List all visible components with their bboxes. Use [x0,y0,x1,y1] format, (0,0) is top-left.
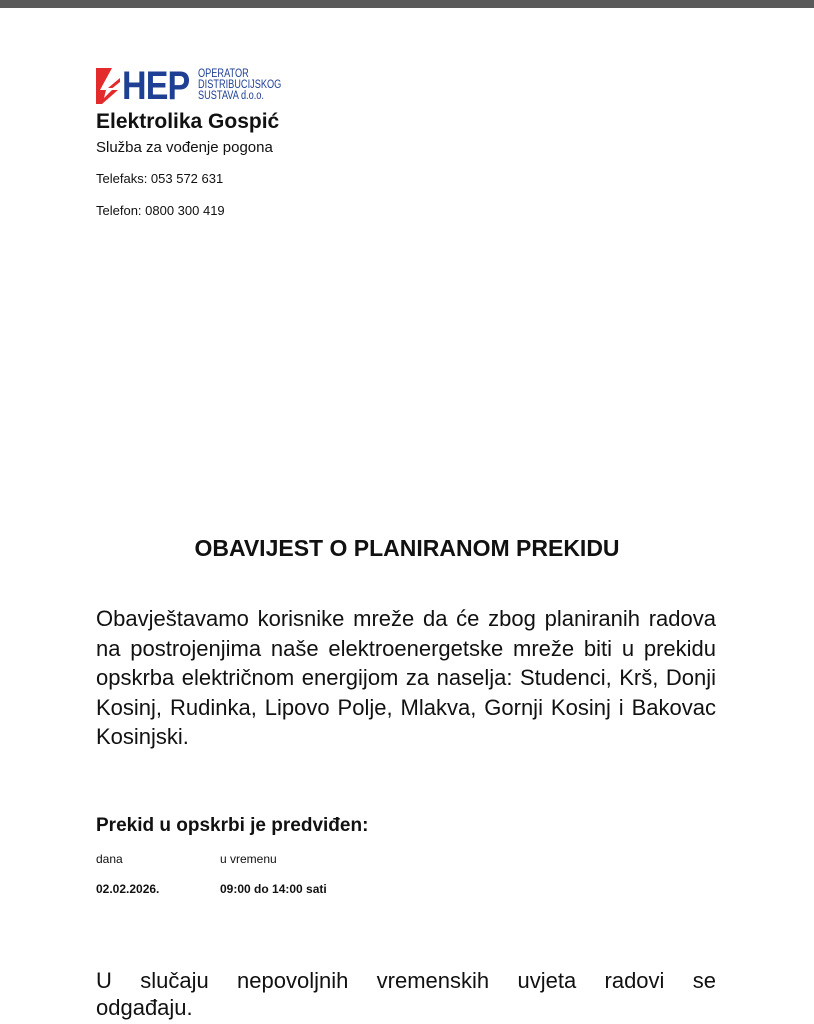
weather-note-end: odgađaju. [96,995,193,1020]
logo-brand: HEP [122,64,190,108]
notice-body: Obavještavamo korisnike mreže da će zbog planiranih radova na postrojenjima naše elektroenergetske mreže biti u prekidu opskrba električnom energijom za naselja: Studenci, Krš, Donji Kosinj, Rudinka, Lipovo Polje, Mlakva, Gornji Kosinj i Bakovac Kosinjski. [96,606,716,749]
hep-logo [96,64,302,108]
company-name: Elektrolika Gospić [96,110,280,133]
weather-note: U slučaju nepovoljnih vremenskih uvjeta radovi se [96,968,716,993]
date-label: dana [96,852,123,866]
time-value: 09:00 do 14:00 sati [220,882,327,896]
phone-number: Telefon: 0800 300 419 [96,203,225,218]
time-label: u vremenu [220,852,277,866]
fax-number: Telefaks: 053 572 631 [96,171,224,186]
notice-title: OBAVIJEST O PLANIRANOM PREKIDU [194,535,620,561]
date-value: 02.02.2026. [96,882,160,896]
logo-subtitle: OPERATOR DISTRIBUCIJSKOG SUSTAVA d.o.o. [198,68,282,102]
schedule-heading: Prekid u opskrbi je predviđen: [96,815,369,836]
top-bar [0,0,814,8]
department: Služba za vođenje pogona [96,139,273,156]
hep-lightning-logo-icon [96,68,120,104]
